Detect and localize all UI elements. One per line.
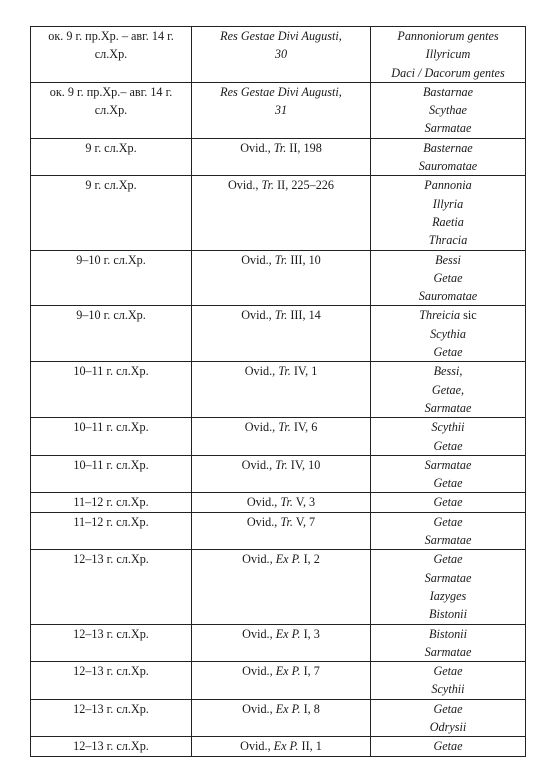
peoples-cell [371, 662, 526, 700]
source-segment: Tr. [273, 140, 287, 155]
people-segment: Bastarnae [422, 84, 474, 99]
peoples-cell [371, 250, 526, 306]
people-name [373, 437, 523, 455]
table-row [31, 624, 526, 662]
source-segment: Ovid., [242, 552, 276, 567]
source-cell [192, 418, 371, 456]
people-segment: Pannonia [424, 178, 472, 193]
peoples-cell [371, 737, 526, 756]
people-name [373, 362, 523, 380]
people-segment: Getae [433, 664, 463, 679]
source-line [194, 306, 368, 324]
source-segment: IV, 1 [290, 364, 318, 379]
date-cell [31, 455, 192, 493]
people-segment: Getae [433, 552, 463, 567]
date-line: сл.Хр. [94, 103, 128, 118]
source-segment: Ex P. [273, 739, 299, 754]
date-cell [31, 418, 192, 456]
table-row [31, 250, 526, 306]
source-segment: I, 2 [300, 552, 320, 567]
source-segment: Ovid., [242, 701, 276, 716]
date-cell [31, 306, 192, 362]
table-row [31, 82, 526, 138]
table-row [31, 662, 526, 700]
date-cell [31, 82, 192, 138]
source-segment: Ex P. [275, 664, 301, 679]
source-segment: Ovid., [240, 739, 274, 754]
source-cell [192, 82, 371, 138]
source-line: 31 [274, 103, 288, 118]
source-segment: V, 3 [292, 495, 316, 510]
people-name [373, 493, 523, 511]
people-name [373, 157, 523, 175]
date-line: 9 г. сл.Хр. [85, 140, 137, 155]
source-line [194, 176, 368, 194]
source-segment: Ex P. [275, 552, 301, 567]
source-segment: Tr. [280, 514, 293, 529]
source-segment: II, 225–226 [274, 178, 334, 193]
people-segment: Bistonii [429, 626, 467, 641]
peoples-cell [371, 512, 526, 550]
source-line [194, 139, 368, 157]
source-cell [192, 662, 371, 700]
people-segment: Getae [433, 270, 463, 285]
people-name [373, 119, 523, 137]
table-row [31, 737, 526, 756]
people-name [373, 625, 523, 643]
people-name [373, 176, 523, 194]
people-name [373, 343, 523, 361]
source-segment: I, 8 [300, 701, 320, 716]
source-segment: Tr. [274, 308, 288, 323]
people-name [373, 587, 523, 605]
date-line: 12–13 г. сл.Хр. [73, 552, 149, 567]
people-segment: Getae [433, 514, 463, 529]
date-cell [31, 176, 192, 250]
peoples-cell [371, 418, 526, 456]
people-segment: Sarmatae [424, 570, 472, 585]
people-name [373, 45, 523, 63]
people-name [373, 569, 523, 587]
table-row [31, 362, 526, 418]
date-cell [31, 550, 192, 624]
source-line [194, 362, 368, 380]
source-line: 30 [274, 47, 288, 62]
people-segment: Getae [433, 739, 463, 754]
peoples-cell [371, 82, 526, 138]
source-segment: Ovid., [241, 252, 275, 267]
people-segment: Threicia [419, 308, 461, 323]
date-cell [31, 138, 192, 176]
people-name [373, 643, 523, 661]
people-name [373, 456, 523, 474]
sources-table [30, 26, 526, 757]
people-name [373, 381, 523, 399]
people-segment: Getae, [431, 382, 465, 397]
source-line: Res Gestae Divi Augusti, [220, 29, 342, 43]
people-segment: Thracia [428, 233, 468, 248]
source-segment: Ovid., [240, 140, 274, 155]
people-name [373, 195, 523, 213]
date-cell [31, 699, 192, 737]
source-segment: II, 1 [298, 739, 322, 754]
source-segment: IV, 6 [290, 420, 318, 435]
date-line: 9 г. сл.Хр. [85, 178, 137, 193]
people-name [373, 418, 523, 436]
source-line [194, 513, 368, 531]
date-cell [31, 250, 192, 306]
people-segment: Basternae [423, 140, 473, 155]
people-name [373, 662, 523, 680]
people-segment: Getae [433, 345, 463, 360]
table-row [31, 455, 526, 493]
source-segment: III, 14 [287, 308, 321, 323]
table-row [31, 138, 526, 176]
source-segment: Tr. [275, 457, 288, 472]
source-segment: Ovid., [244, 364, 279, 379]
date-line: 12–13 г. сл.Хр. [73, 701, 149, 716]
source-line [194, 493, 368, 511]
source-line [194, 662, 368, 680]
source-segment: Ovid., [228, 178, 262, 193]
source-cell [192, 27, 371, 83]
date-cell [31, 362, 192, 418]
people-name [373, 474, 523, 492]
source-segment: Ex P. [275, 626, 301, 641]
table-body [31, 27, 526, 757]
people-name [373, 213, 523, 231]
source-segment: I, 3 [300, 626, 320, 641]
date-cell [31, 662, 192, 700]
people-segment: Odrysii [429, 719, 467, 734]
source-segment: Ovid., [241, 457, 276, 472]
people-segment: Sarmatae [424, 533, 472, 548]
source-line [194, 456, 368, 474]
people-name [373, 287, 523, 305]
peoples-cell [371, 550, 526, 624]
source-cell [192, 306, 371, 362]
source-segment: Ovid., [241, 308, 275, 323]
source-segment: Ovid., [246, 514, 281, 529]
source-segment: Ovid., [242, 664, 276, 679]
date-line: сл.Хр. [94, 47, 128, 62]
source-segment: Tr. [278, 364, 291, 379]
people-name [373, 718, 523, 736]
source-cell [192, 176, 371, 250]
source-line [194, 251, 368, 269]
date-line: 9–10 г. сл.Хр. [76, 252, 146, 267]
table-row [31, 512, 526, 550]
people-name [373, 737, 523, 755]
people-name [373, 306, 523, 324]
date-line: 12–13 г. сл.Хр. [73, 626, 149, 641]
people-segment: Getae [433, 495, 463, 510]
peoples-cell [371, 624, 526, 662]
people-segment: Scythae [429, 103, 467, 118]
people-segment: sic [460, 308, 477, 323]
people-name [373, 513, 523, 531]
source-cell [192, 550, 371, 624]
source-cell [192, 362, 371, 418]
date-line: 10–11 г. сл.Хр. [73, 364, 149, 379]
people-name [373, 700, 523, 718]
people-name [373, 550, 523, 568]
people-segment: Scythii [431, 682, 465, 697]
source-cell [192, 699, 371, 737]
people-name [373, 83, 523, 101]
table-row [31, 699, 526, 737]
peoples-cell [371, 493, 526, 512]
people-segment: Scythii [431, 420, 465, 435]
people-segment: Illyria [432, 196, 464, 211]
peoples-cell [371, 362, 526, 418]
source-segment: II, 198 [286, 140, 322, 155]
table-row [31, 27, 526, 83]
source-segment: Ovid., [244, 420, 279, 435]
source-segment: Tr. [274, 252, 288, 267]
source-cell [192, 138, 371, 176]
people-name [373, 399, 523, 417]
people-name [373, 231, 523, 249]
source-line [194, 550, 368, 568]
source-segment: Tr. [261, 178, 275, 193]
date-line: ок. 9 г. пр.Хр.– авг. 14 г. [49, 84, 173, 99]
source-segment: Tr. [278, 420, 291, 435]
people-segment: Pannoniorum gentes [397, 29, 499, 43]
source-cell [192, 624, 371, 662]
source-line [194, 737, 368, 755]
people-name [373, 251, 523, 269]
source-line [194, 700, 368, 718]
peoples-cell [371, 699, 526, 737]
people-name [373, 27, 523, 45]
date-cell [31, 737, 192, 756]
people-segment: Sarmatae [424, 457, 472, 472]
people-segment: Raetia [432, 214, 464, 229]
people-segment: Getae [433, 476, 463, 491]
people-segment: Illyricum [425, 47, 471, 62]
people-name [373, 680, 523, 698]
people-segment: Sarmatae [424, 400, 472, 415]
peoples-cell [371, 306, 526, 362]
date-line: 10–11 г. сл.Хр. [73, 420, 149, 435]
date-cell [31, 27, 192, 83]
source-line [194, 625, 368, 643]
people-segment: Scythia [430, 326, 466, 341]
source-cell [192, 493, 371, 512]
people-segment: Daci / Dacorum gentes [391, 65, 505, 80]
table-row [31, 550, 526, 624]
source-segment: III, 10 [287, 252, 321, 267]
source-segment: V, 7 [292, 514, 316, 529]
source-segment: I, 7 [300, 664, 320, 679]
source-cell [192, 455, 371, 493]
peoples-cell [371, 455, 526, 493]
date-line: ок. 9 г. пр.Хр. – авг. 14 г. [48, 29, 174, 43]
people-segment: Sauromatae [418, 289, 478, 304]
source-cell [192, 250, 371, 306]
people-name [373, 139, 523, 157]
date-cell [31, 493, 192, 512]
date-line: 12–13 г. сл.Хр. [73, 664, 149, 679]
date-cell [31, 512, 192, 550]
date-line: 9–10 г. сл.Хр. [76, 308, 146, 323]
people-segment: Sauromatae [418, 159, 478, 174]
date-line: 12–13 г. сл.Хр. [73, 739, 149, 754]
source-segment: Ovid., [246, 495, 281, 510]
table-row [31, 176, 526, 250]
people-name [373, 531, 523, 549]
source-line: Res Gestae Divi Augusti, [220, 84, 342, 99]
source-cell [192, 512, 371, 550]
people-segment: Sarmatae [424, 644, 472, 659]
people-name [373, 269, 523, 287]
people-segment: Bessi [435, 252, 461, 267]
date-cell [31, 624, 192, 662]
table-row [31, 418, 526, 456]
people-segment: Bistonii [429, 607, 467, 622]
peoples-cell [371, 176, 526, 250]
date-line: 10–11 г. сл.Хр. [73, 457, 149, 472]
source-segment: Ex P. [275, 701, 301, 716]
source-line [194, 418, 368, 436]
people-name [373, 325, 523, 343]
people-segment: Getae [433, 438, 463, 453]
people-segment: Bessi, [433, 364, 463, 379]
people-name [373, 605, 523, 623]
people-name [373, 64, 523, 82]
source-cell [192, 737, 371, 756]
date-line: 11–12 г. сл.Хр. [73, 514, 149, 529]
people-name [373, 101, 523, 119]
people-segment: Sarmatae [424, 121, 472, 136]
table-row [31, 306, 526, 362]
source-segment: IV, 10 [287, 457, 321, 472]
table-row [31, 493, 526, 512]
peoples-cell [371, 27, 526, 83]
source-segment: Ovid., [242, 626, 276, 641]
people-segment: Getae [433, 701, 463, 716]
people-segment: Iazyges [429, 588, 467, 603]
date-line: 11–12 г. сл.Хр. [73, 495, 149, 510]
peoples-cell [371, 138, 526, 176]
source-segment: Tr. [280, 495, 293, 510]
